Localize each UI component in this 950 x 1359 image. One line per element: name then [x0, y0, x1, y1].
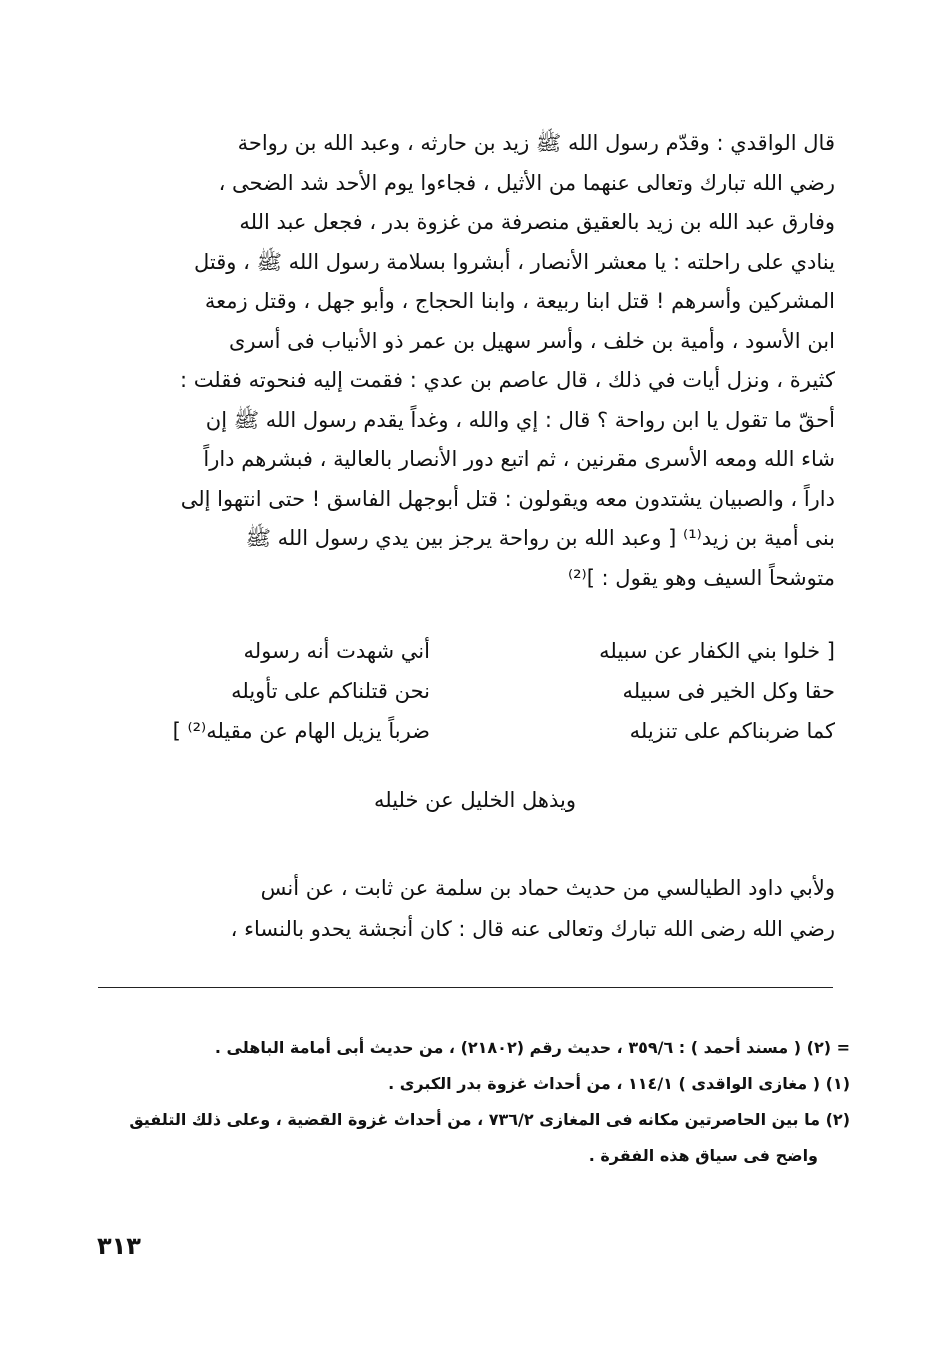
poem-first-hemistich: [ خلوا بني الكفار عن سبيله — [599, 639, 835, 663]
poem — [100, 632, 835, 752]
text-line: المشركين وأسرهم ! قتل ابنا ربيعة ، وابنا الحجاج ، وأبو جهل ، وقتل زمعة — [204, 289, 835, 313]
poem-second-hemistich: نحن قتلناكم على تأويله — [231, 679, 430, 703]
footnote-divider — [98, 987, 833, 988]
text-line: وفارق عبد الله بن زيد بالعقيق منصرفة من غزوة بدر ، فجعل عبد الله — [239, 210, 835, 234]
section-heading: ويذهل الخليل عن خليله — [374, 788, 576, 812]
text-line: أحقّ ما تقول يا ابن رواحة ؟ قال : إي والله ، وغداً يقدم رسول الله ﷺ إن — [205, 407, 835, 432]
text-line: بنى أمية بن زيد⁽¹⁾ [ وعبد الله بن رواحة يرجز بين يدي رسول الله ﷺ — [245, 526, 835, 550]
footnote-continued: = (٢) ( مسند أحمد ) : ٣٥٩/٦ ، حديث رقم (٢١٨٠٢) ، من حديث أبى أمامة الباهلى . — [214, 1038, 850, 1057]
footnote-2-continuation: واضح فى سياق هذه الفقرة . — [588, 1146, 818, 1165]
poem-first-hemistich: حقا وكل الخير فى سبيله — [622, 679, 835, 703]
poem-second-hemistich: أني شهدت أنه رسوله — [243, 639, 430, 663]
text-line: رضي الله رضى الله تبارك وتعالى عنه قال : كان أنجشة يحدو بالنساء ، — [230, 917, 835, 941]
text-line: داراً ، والصبيان يشتدون معه ويقولون : قتل أبوجهل الفاسق ! حتى انتهوا إلى — [180, 486, 835, 511]
poem-verse — [100, 672, 835, 712]
text-line: شاء الله ومعه الأسرى مقرنين ، ثم اتبع دور الأنصار بالعالية ، فبشرهم داراً — [203, 447, 835, 471]
footnote-1: (١) ( مغازى الواقدى ) ١١٤/١ ، من أحداث غزوة بدر الكبرى . — [388, 1074, 850, 1093]
poem-first-hemistich: كما ضربناكم على تنزيله — [629, 719, 835, 743]
text-line: رضي الله تبارك وتعالى عنهما من الأثيل ، فجاءوا يوم الأحد شد الضحى ، — [218, 170, 835, 195]
text-line: كثيرة ، ونزل أيات في ذلك ، قال عاصم بن عدي : فقمت إليه فنحوته فقلت : — [179, 368, 835, 392]
text-line: متوشحاً السيف وهو يقول : ]⁽²⁾ — [567, 565, 835, 590]
text-line: قال الواقدي : وقدّم رسول الله ﷺ زيد بن حارثه ، وعبد الله بن رواحة — [237, 131, 835, 155]
poem-second-hemistich: ضرباً يزيل الهام عن مقيله⁽²⁾ ] — [172, 719, 430, 743]
main-paragraph — [100, 124, 835, 598]
page-number: ٣١٣ — [97, 1232, 141, 1260]
footnotes — [105, 1030, 850, 1174]
text-line: ابن الأسود ، وأمية بن خلف ، وأسر سهيل بن عمر ذو الأنياب فى أسرى — [228, 328, 835, 353]
poem-verse — [100, 632, 835, 672]
text-line: ولأبي داود الطيالسي من حديث حماد بن سلمة عن ثابت ، عن أنس — [260, 876, 835, 900]
poem-verse — [100, 712, 835, 752]
text-line: ينادي على راحلته : يا معشر الأنصار ، أبشروا بسلامة رسول الله ﷺ ، وقتل — [194, 249, 835, 274]
footnote-2: (٢) ما بين الحاصرتين مكانه فى المغازى ٧٣٦/٢ ، من أحداث غزوة القضية ، وعلى ذلك التلفيق — [129, 1110, 850, 1129]
second-paragraph — [100, 868, 835, 950]
